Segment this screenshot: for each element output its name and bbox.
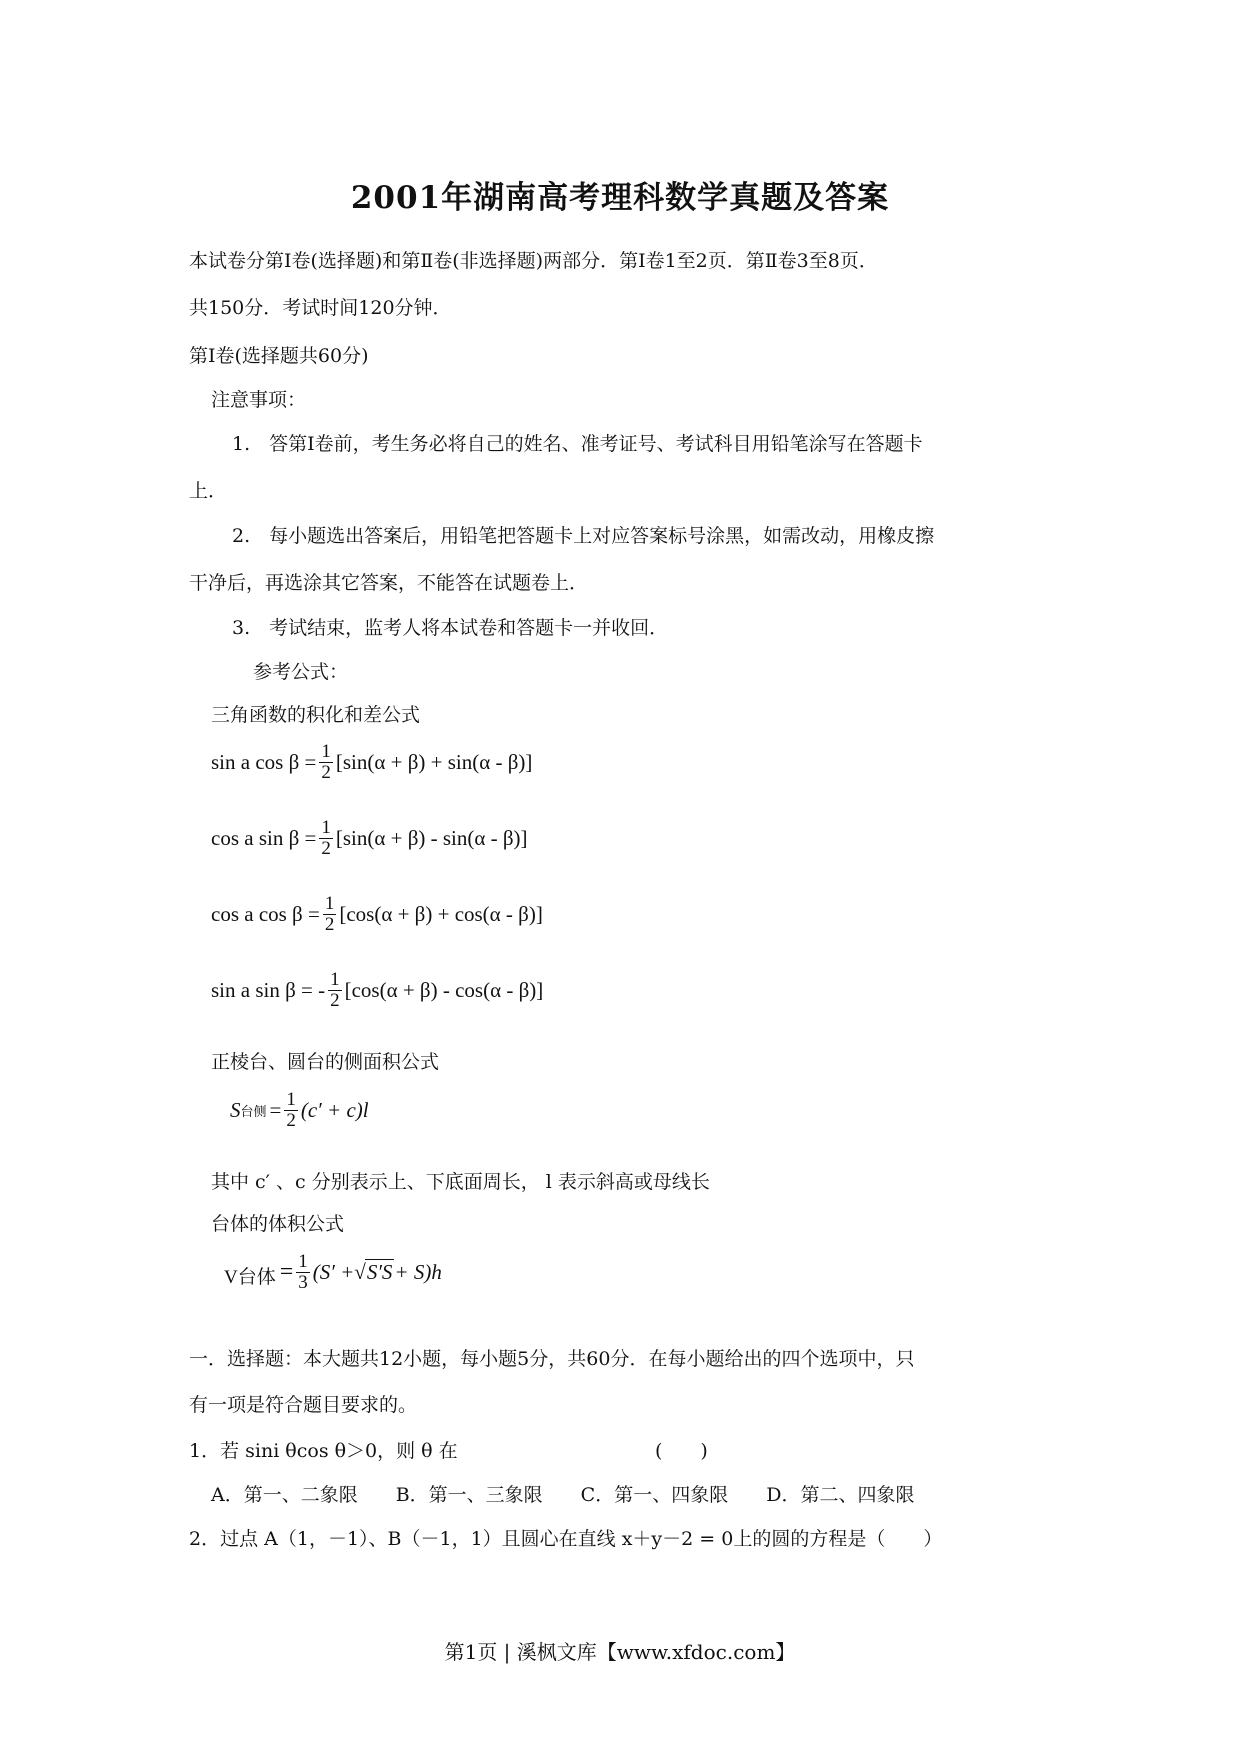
formula-2-left: cos a sin β = [211,825,317,850]
volume-right-group [276,1252,442,1293]
volume-heading: 台体的体积公式 [211,1213,345,1235]
sqrt-symbol: √ [354,1260,366,1285]
note-item-3: 3. 考试结束，监考人将本试卷和答题卡一并收回． [232,617,669,639]
page-footer: 第1页 | 溪枫文库【www.xfdoc.com】 [444,1640,796,1664]
trig-formulas-heading: 三角函数的积化和差公式 [211,704,421,726]
section1-line-1: 一．选择题：本大题共12小题，每小题5分，共60分．在每小题给出的四个选项中，只 [189,1348,915,1370]
lateral-s: S [230,1097,241,1122]
trig-formula-4 [211,970,543,1011]
lateral-half: $\frac{1}{2}$ [286,1089,296,1131]
lateral-area-heading: 正棱台、圆台的侧面积公式 [211,1051,440,1073]
formula-1-left: sin a cos β = [211,749,317,774]
note-item-1-cont: 上． [189,480,228,502]
note-item-1: 1. 答第Ⅰ卷前，考生务必将自己的姓名、准考证号、考试科目用铅笔涂写在答题卡 [232,433,923,455]
formula-4-left: sin a sin β = - [211,977,326,1002]
lateral-eq: = [269,1097,282,1122]
volume-eq: = [279,1258,294,1285]
formula-4-half: $\frac{1}{2}$ [330,969,340,1011]
question-1-answer-paren: ( ) [655,1440,708,1462]
lateral-area-formula [230,1090,369,1131]
volume-b: + S)h [394,1259,442,1284]
volume-sqrt [354,1259,394,1285]
volume-third: $\frac{1}{3}$ [298,1251,308,1293]
lateral-sub: 台侧 [240,1103,267,1119]
volume-left: V台体 [224,1266,276,1288]
lateral-area-description: 其中 c′ 、c 分别表示上、下底面周长， l 表示斜高或母线长 [211,1171,710,1193]
formula-1-half: $\frac{1}{2}$ [321,741,331,783]
notes-heading: 注意事项： [211,389,307,411]
question-1-stem: 1．若 sini θcos θ＞0，则 θ 在 [189,1440,458,1462]
formula-2-half: $\frac{1}{2}$ [321,817,331,859]
question-2-stem: 2．过点 A（1，－1）、B（－1，1）且圆心在直线 x＋y－2 = 0上的圆的方程是（ ） [189,1528,943,1550]
volume-formula [224,1252,442,1293]
formulas-heading: 参考公式： [253,661,349,683]
formula-3-half: $\frac{1}{2}$ [324,893,335,935]
formula-4-right: [cos(α + β) - cos(α - β)] [344,977,544,1002]
formula-2-right: [sin(α + β) - sin(α - β)] [335,825,528,850]
note-item-2: 2. 每小题选出答案后，用铅笔把答题卡上对应答案标号涂黑，如需改动，用橡皮擦 [232,525,935,547]
question-1-options: A．第一、二象限 B．第一、三象限 C．第一、四象限 D．第二、四象限 [211,1484,915,1506]
volume-radicand: S′S [366,1260,393,1285]
formula-3-left: cos a cos β = [211,901,320,926]
formula-1-right: [sin(α + β) + sin(α - β)] [335,749,533,774]
lateral-right: (c′ + c)l [300,1097,369,1122]
note-item-2-cont: 干净后，再选涂其它答案，不能答在试题卷上． [189,572,589,594]
formula-3-right: [cos(α + β) + cos(α - β)] [339,901,543,926]
trig-formula-2 [211,818,528,859]
volume-a: (S′ + [312,1259,355,1284]
intro-line-1: 本试卷分第Ⅰ卷(选择题)和第Ⅱ卷(非选择题)两部分．第Ⅰ卷1至2页．第Ⅱ卷3至8页． [189,250,878,272]
trig-formula-3 [211,894,543,935]
part1-heading: 第Ⅰ卷(选择题共60分) [189,345,369,367]
page-title: 2001年湖南高考理科数学真题及答案 [350,180,890,216]
section1-line-2: 有一项是符合题目要求的。 [189,1394,418,1416]
intro-line-2: 共150分．考试时间120分钟． [189,297,452,319]
trig-formula-1 [211,742,532,783]
